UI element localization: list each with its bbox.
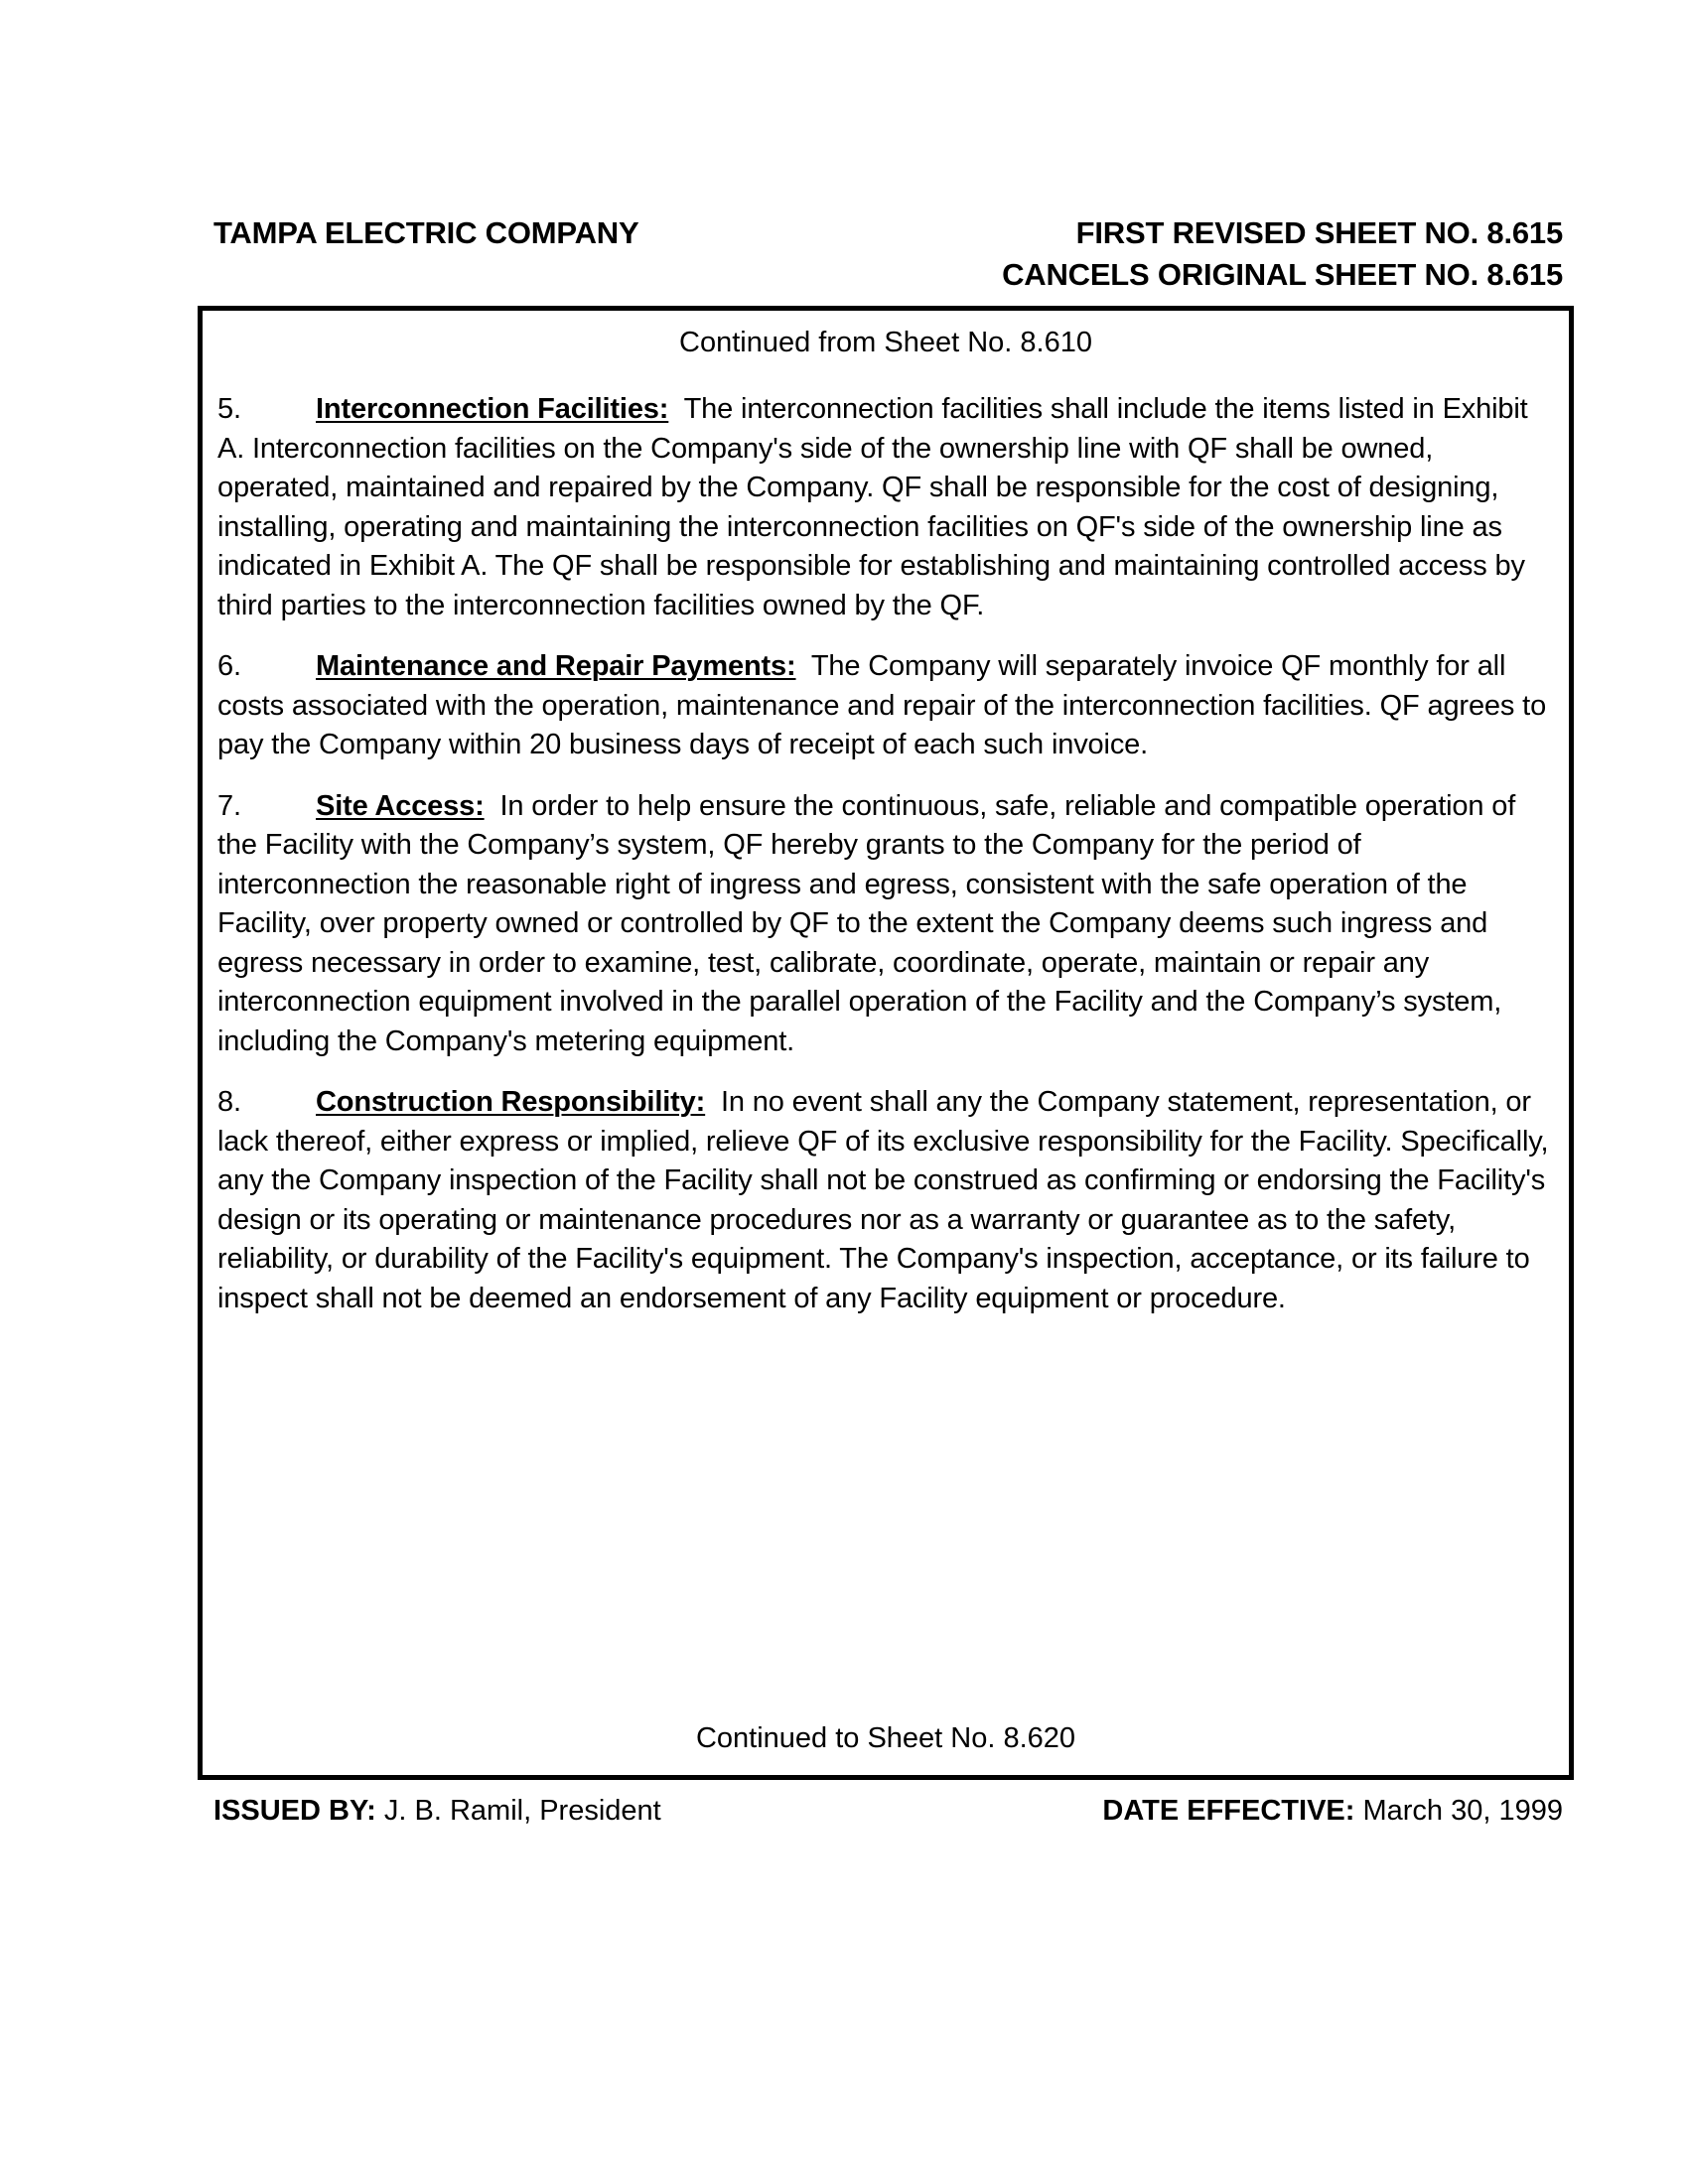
issued-by-label: ISSUED BY: — [213, 1795, 376, 1827]
section-number: 6. — [217, 650, 241, 682]
sheet-number: FIRST REVISED SHEET NO. 8.615 — [1075, 215, 1563, 250]
section-body: In no event shall any the Company statement, representation, or lack thereof, either express or implied, relieve QF of its exclusive responsibility for the Facility. Specifically, any the Company inspection of the Facility shall not be construed as confirming or endorsing the Facility's design or its operating or maintenance procedures nor as a warranty or guarantee as to the safety, reliability, or durability of the Facility's equipment. The Company's inspection, acceptance, or its failure to inspect shall not be deemed an endorsement of any Facility equipment or procedure. — [217, 1086, 1549, 1314]
section-number: 7. — [217, 789, 241, 822]
continued-from-note: Continued from Sheet No. 8.610 — [679, 327, 1092, 358]
section-7 — [217, 787, 1554, 1062]
section-6 — [217, 647, 1554, 765]
section-number: 8. — [217, 1086, 241, 1118]
section-title: Construction Responsibility: — [316, 1086, 706, 1118]
section-title: Site Access: — [316, 789, 485, 822]
section-title: Interconnection Facilities: — [316, 393, 669, 425]
company-name: TAMPA ELECTRIC COMPANY — [213, 215, 639, 250]
section-body: The Company will separately invoice QF monthly for all costs associated with the operation, maintenance and repair of the interconnection facilities. QF agrees to pay the Company within 20 business days of receipt of each such invoice. — [217, 650, 1547, 760]
section-number: 5. — [217, 393, 241, 425]
cancels-sheet-number: CANCELS ORIGINAL SHEET NO. 8.615 — [1002, 257, 1563, 292]
date-effective-label: DATE EFFECTIVE: — [1102, 1795, 1355, 1827]
sections-list — [217, 390, 1554, 1340]
section-title: Maintenance and Repair Payments: — [316, 650, 796, 682]
tariff-content-box — [198, 306, 1574, 1780]
issued-by — [213, 1791, 661, 1831]
section-body: The interconnection facilities shall include the items listed in Exhibit A. Interconnection facilities on the Company's side of the ownership line with QF shall be owned, operated, maintained and repaired by the Company. QF shall be responsible for the cost of designing, installing, operating and maintaining the interconnection facilities on QF's side of the ownership line as indicated in Exhibit A. The QF shall be responsible for establishing and maintaining controlled access by third parties to the interconnection facilities owned by the QF. — [217, 393, 1528, 621]
section-5 — [217, 390, 1554, 625]
continued-to-note: Continued to Sheet No. 8.620 — [695, 1722, 1076, 1754]
section-8 — [217, 1083, 1554, 1318]
issued-by-value: J. B. Ramil, President — [383, 1795, 661, 1827]
date-effective — [1102, 1791, 1563, 1831]
section-body: In order to help ensure the continuous, safe, reliable and compatible operation of the Facility with the Company’s system, QF hereby grants to the Company for the period of interconnection the reasonable right of ingress and egress, consistent with the safe operation of the Facility, over property owned or controlled by QF to the extent the Company deems such ingress and egress necessary in order to examine, test, calibrate, coordinate, operate, maintain or repair any interconnection equipment involved in the parallel operation of the Facility and the Company’s system, including the Company's metering equipment. — [217, 789, 1516, 1057]
date-effective-value: March 30, 1999 — [1362, 1795, 1563, 1827]
